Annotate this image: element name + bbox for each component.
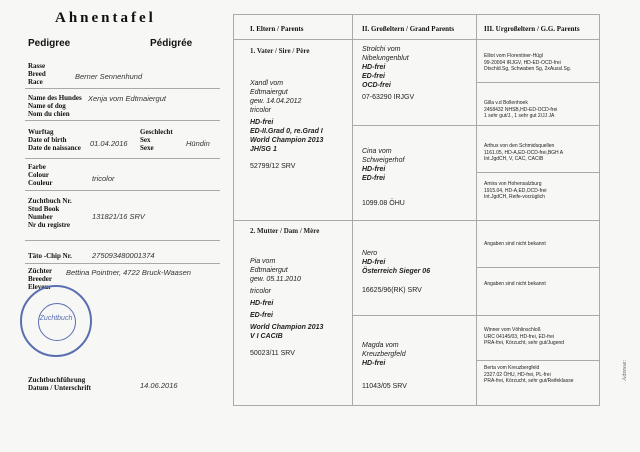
divider [25,120,220,121]
ggp1-line: Dtschld.Sg, Schwaben Sg, 2xAussl.Sg. [484,66,571,72]
mother-line: World Champion 2013 [250,324,324,331]
gp2-line: Schweigerhof [362,157,405,164]
father-line: gew. 14.04.2012 [250,98,302,105]
divider [25,240,220,241]
header-great-grandparents: III. Urgroßeltern / G.G. Parents [484,25,580,33]
side-address-label: Adresse: [622,360,628,381]
mother-line: HD-frei [250,300,274,307]
name-labels: Name des Hundes Name of dog Nom du chien [28,94,82,118]
ggp1-line: Elliot vom Florentiner-Hügl [484,53,543,59]
pedigree-en: Pedigree [28,38,71,49]
father-line: Edtmaiergut [250,89,288,96]
great-grandparent-8 [484,365,573,385]
zuchtbuch-labels: Zuchtbuch Nr. Stud Book Number Nr du registre [28,197,72,229]
ggp8-line: Berta vom Kreuzbergfeld [484,365,540,371]
divider [25,263,220,264]
rasse-labels: Rasse Breed Race [28,62,46,86]
chip-labels: Täto -Chip Nr. [28,252,72,260]
row-divider [476,172,599,173]
great-grandparent-6 [484,281,546,288]
mother-entry [250,257,323,358]
row-divider [476,82,599,83]
gp3-line: Nero [362,250,378,257]
father-entry [250,79,323,171]
grandparent-1 [362,45,414,102]
ggp8-line: PRA-frei, Körzucht, sehr gut/Reifeklasse [484,378,574,384]
great-grandparent-4 [484,181,547,201]
zuchtbuch-value: 131821/16 SRV [92,212,145,221]
farbe-value: tricolor [92,174,115,183]
great-grandparent-1 [484,53,571,73]
wurftag-value: 01.04.2016 [90,139,128,148]
gp2-line: Cina vom [362,148,392,155]
association-stamp [20,285,92,357]
row-divider [476,360,599,361]
mother-line: Pia vom [250,258,276,265]
father-line: ED-II.Grad 0, re.Grad I [250,128,323,135]
column-divider [352,15,353,405]
chip-value: 275093480001374 [92,251,155,260]
geschlecht-labels: Geschlecht Sex Sexe [140,128,173,152]
ggp3-line: Int.JgdCH, V, CAC, CACIB [484,156,544,162]
great-grandparent-2 [484,100,557,120]
gp1-line: OCD-frei [362,82,391,89]
gp4-line: 11043/05 SRV [362,383,407,390]
zuchter-labels: Züchter Breeder Eleveur [28,267,53,291]
ggp1-line: 99-20004 IRJGV, HD-ED-OCD-frei [484,59,561,66]
header-grandparents: II. Großeltern / Grand Parents [362,25,455,33]
mother-line: gew. 05.11.2010 [250,276,301,283]
gp1-line: 07-63290 IRJGV [362,94,415,101]
row-divider [352,125,599,126]
rasse-value: Berner Sennenhund [75,72,143,81]
great-grandparent-5 [484,241,546,248]
mother-line: Edtmaiergut [250,267,288,274]
mother-line: V I CACIB [250,333,283,340]
great-grandparent-3 [484,143,563,163]
divider [25,88,220,89]
father-line: World Champion 2013 [250,137,324,144]
mother-label: 2. Mutter / Dam / Mère [250,227,320,235]
ggp7-line: URC 04145/03, HD-frei, ED-frei [484,333,555,340]
father-line: Xandl vom [250,80,284,87]
gp2-line: 1099.08 ÖHU [362,200,405,207]
gp1-line: Nibelungenblut [362,55,409,62]
ggp7-line: PRA-frei, Körzucht, sehr gut/Jugend [484,340,565,346]
gp3-line: HD-frei [362,259,386,266]
father-line: 52799/12 SRV [250,163,296,170]
geschlecht-value: Hündin [186,139,210,148]
ancestry-grid [233,14,600,406]
gp1-line: Strolchi vom [362,46,401,53]
father-line: tricolor [250,107,272,114]
grandparent-3 [362,249,430,295]
great-grandparent-7 [484,327,564,347]
mother-line: ED-frei [250,312,273,319]
gp3-line: Österreich Sieger 06 [362,268,431,275]
zuchtbuchfuhrung-labels: Zuchtbuchführung Datum / Unterschrift [28,376,91,392]
header-parents: I. Eltern / Parents [250,25,304,33]
mother-line: 50023/11 SRV [250,350,295,357]
grandparent-4 [362,341,407,391]
ggp2-line: 2458432 NHSB,HD-ED-OCD-frei [484,106,558,113]
name-value: Xenja vom Edtmaiergut [88,94,166,103]
ggp4-line: Int.JgdCH, Reife-vorzüglich [484,194,545,200]
gp4-line: HD-frei [362,360,386,367]
column-divider [476,15,477,405]
ggp4-line: Amira von Hohensalzburg [484,181,542,187]
header-divider [234,39,599,40]
divider [25,190,220,191]
ggp3-line: Arthus von den Schmidsquellen [484,143,555,149]
ggp7-line: Winner vom Vöhlinschloß [484,327,541,333]
divider [25,158,220,159]
father-line: JH/SG 1 [250,146,277,153]
pedigree-fr: Pédigrée [150,38,193,49]
gp1-line: HD-frei [362,64,386,71]
generation-divider [234,220,599,221]
ggp4-line: 1915.04, HD-A,ED,OCD-frei [484,187,547,194]
row-divider [476,267,599,268]
gp4-line: Kreuzbergfeld [362,351,406,358]
gp2-line: HD-frei [362,166,386,173]
grandparent-2 [362,147,405,208]
mother-line: tricolor [250,288,272,295]
gp2-line: ED-frei [362,175,385,182]
father-line: HD-frei [250,119,274,126]
zuchter-value: Bettina Pointner, 4722 Bruck-Waasen [66,268,191,277]
row-divider [352,315,599,316]
farbe-labels: Farbe Colour Couleur [28,163,53,187]
gp4-line: Magda vom [362,342,399,349]
ggp5-line: Angaben sind nicht bekannt [484,241,546,247]
ggp2-line: Gilla v.d Bollenhoek [484,100,528,106]
ggp2-line: 1 sehr gut/J., 1 sehr gut 2/JJ JA [484,113,555,119]
wurftag-labels: Wurftag Date of birth Date de naissance [28,128,81,152]
stamp-inner-ring [38,303,76,341]
gp1-line: ED-frei [362,73,385,80]
stamp-text: Zuchtbuch [39,315,73,322]
document-title: Ahnentafel [55,10,156,26]
ggp6-line: Angaben sind nicht bekannt [484,281,546,287]
ggp8-line: 2327.02 ÖHU, HD-frei, PL-frei [484,371,551,378]
ggp3-line: 1161.05, HD-A,ED-OCD-frei,BGH A [484,149,564,156]
father-label: 1. Vater / Sire / Père [250,47,310,55]
gp3-line: 16625/96(RK) SRV [362,287,422,294]
left-panel [0,0,225,452]
zuchtbuchfuhrung-date: 14.06.2016 [140,381,178,390]
